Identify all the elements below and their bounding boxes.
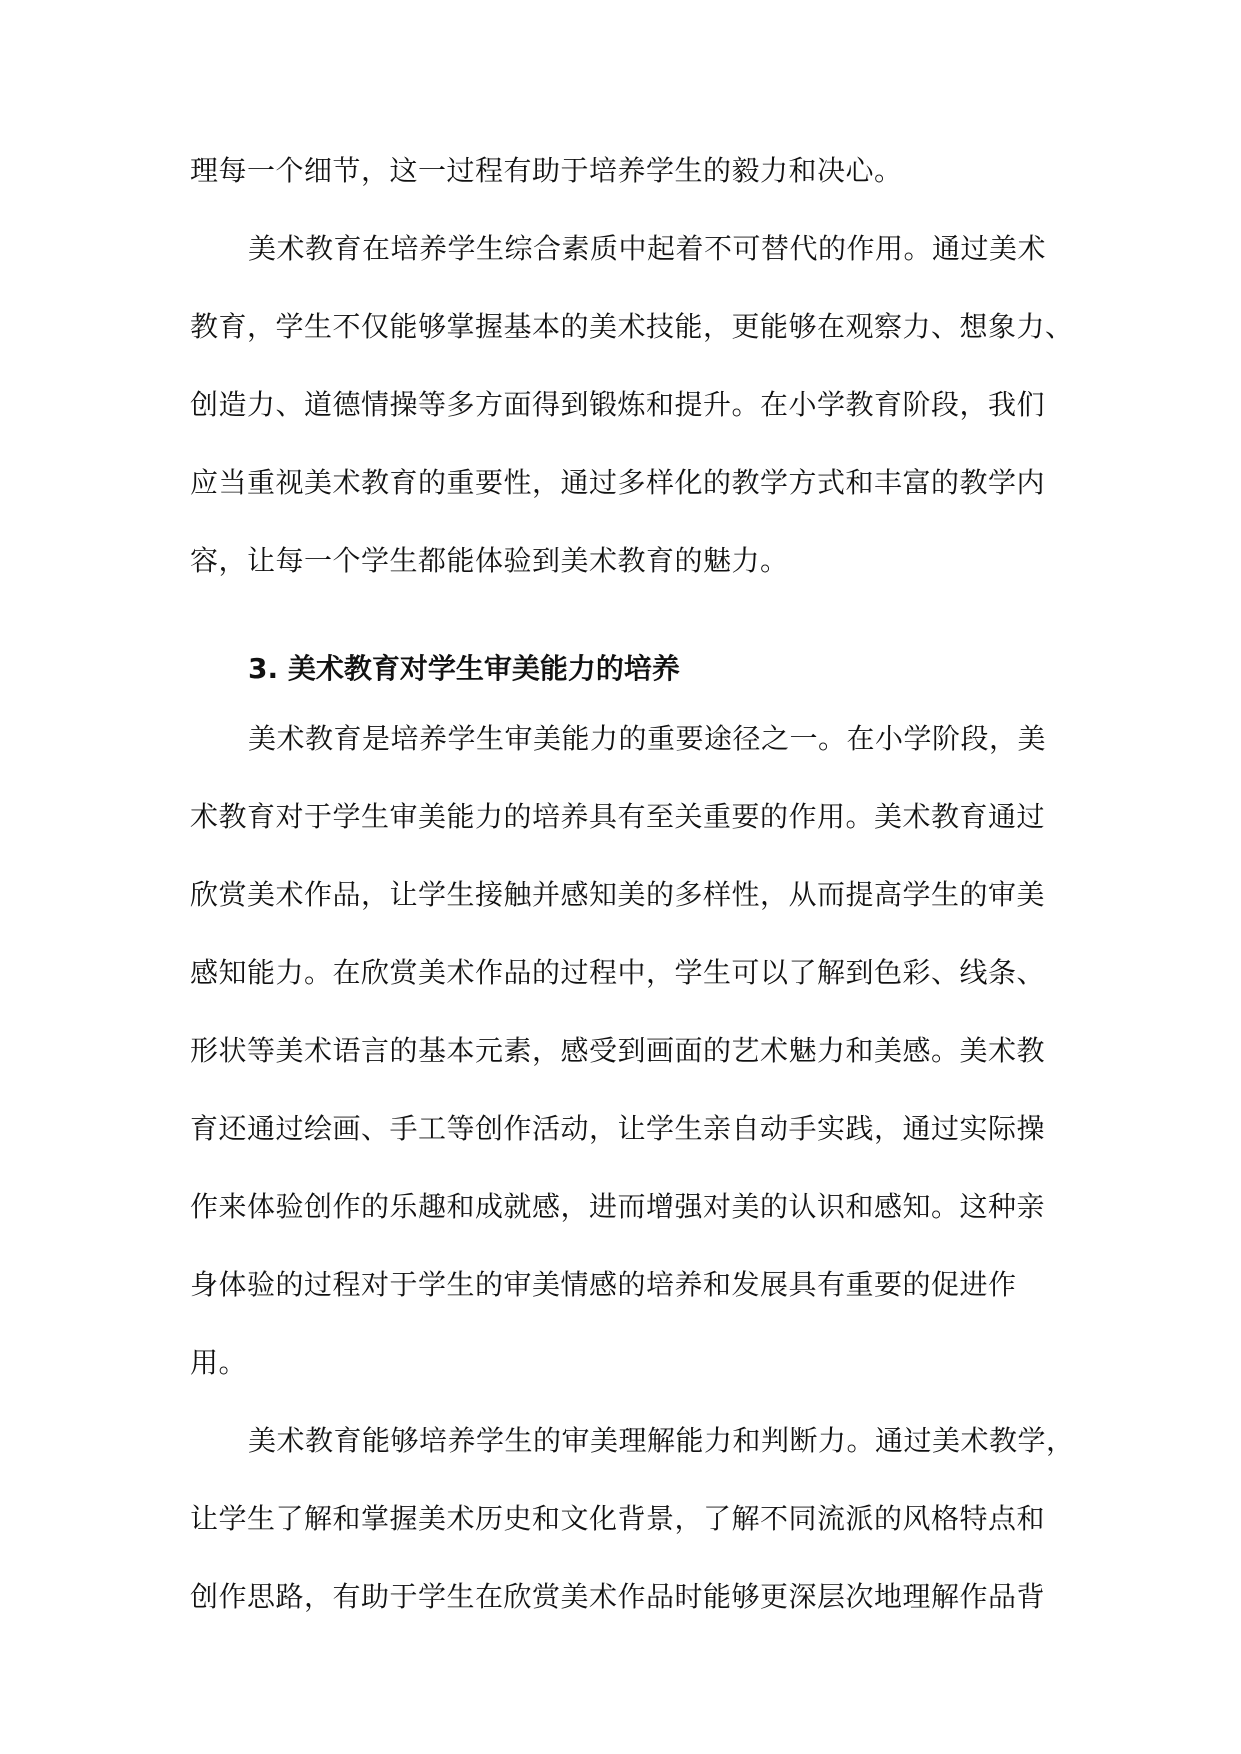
paragraph-art-education-role [190, 224, 1074, 614]
text-line: 育还通过绘画、手工等创作活动，让学生亲自动手实践，通过实际操 [190, 1112, 1046, 1145]
text-line: 身体验的过程对于学生的审美情感的培养和发展具有重要的促进作 [190, 1268, 1017, 1301]
text-line: 教育，学生不仅能够掌握基本的美术技能，更能够在观察力、想象力、 [190, 310, 1074, 343]
text-line: 感知能力。在欣赏美术作品的过程中，学生可以了解到色彩、线条、 [190, 956, 1046, 989]
section-heading: 3. 美术教育对学生审美能力的培养 [248, 652, 680, 685]
text-line: 应当重视美术教育的重要性，通过多样化的教学方式和丰富的教学内 [190, 466, 1046, 499]
text-line: 美术教育能够培养学生的审美理解能力和判断力。通过美术教学， [248, 1424, 1075, 1457]
text-line: 让学生了解和掌握美术历史和文化背景，了解不同流派的风格特点和 [190, 1502, 1046, 1535]
paragraph-aesthetic-understanding [190, 1416, 1075, 1650]
text-line: 创作思路，有助于学生在欣赏美术作品时能够更深层次地理解作品背 [190, 1580, 1046, 1613]
text-line: 形状等美术语言的基本元素，感受到画面的艺术魅力和美感。美术教 [190, 1034, 1046, 1067]
text-line: 术教育对于学生审美能力的培养具有至关重要的作用。美术教育通过 [190, 800, 1046, 833]
text-line: 美术教育在培养学生综合素质中起着不可替代的作用。通过美术 [248, 232, 1047, 265]
text-line: 欣赏美术作品，让学生接触并感知美的多样性，从而提高学生的审美 [190, 878, 1046, 911]
text-line: 作来体验创作的乐趣和成就感，进而增强对美的认识和感知。这种亲 [190, 1190, 1046, 1223]
text-line: 理每一个细节，这一过程有助于培养学生的毅力和决心。 [190, 154, 903, 187]
text-line: 创造力、道德情操等多方面得到锻炼和提升。在小学教育阶段，我们 [190, 388, 1046, 421]
document-body [190, 146, 1075, 1650]
text-line: 美术教育是培养学生审美能力的重要途径之一。在小学阶段，美 [248, 722, 1047, 755]
paragraph-continued [190, 146, 1060, 224]
text-line: 容，让每一个学生都能体验到美术教育的魅力。 [190, 544, 789, 577]
text-line: 用。 [190, 1346, 248, 1379]
paragraph-aesthetic-ability [190, 714, 1060, 1416]
